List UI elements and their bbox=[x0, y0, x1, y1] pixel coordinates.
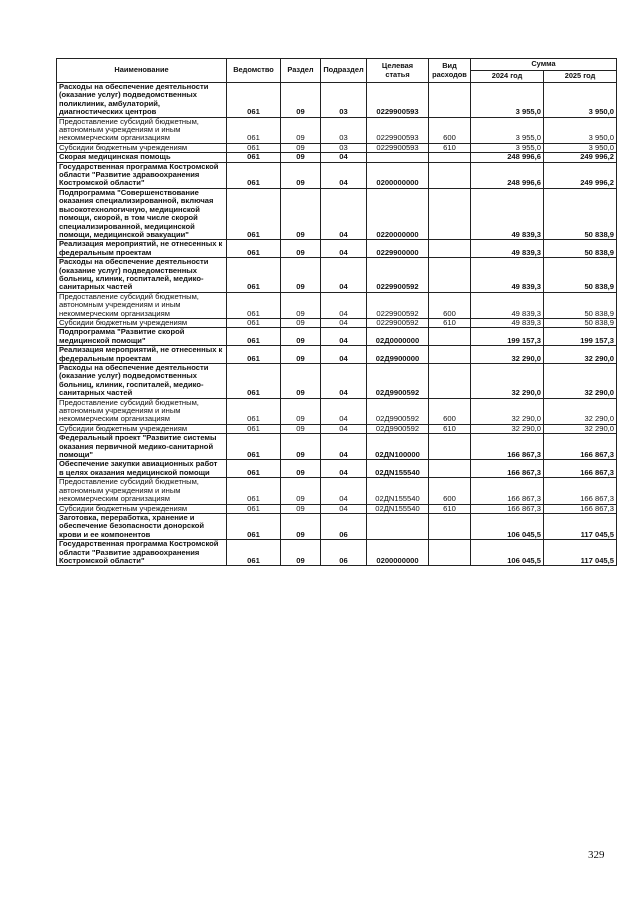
cell-vedomstvo: 061 bbox=[227, 424, 281, 433]
cell-podrazdel: 03 bbox=[321, 143, 367, 152]
header-year-2025: 2025 год bbox=[544, 71, 617, 83]
cell-razdel: 09 bbox=[281, 398, 321, 424]
cell-podrazdel: 04 bbox=[321, 258, 367, 293]
table-row bbox=[57, 424, 617, 433]
cell-sum-2025: 249 996,2 bbox=[544, 153, 617, 162]
cell-razdel: 09 bbox=[281, 117, 321, 143]
cell-name: Государственная программа Костромской области "Развитие здравоохранения Костромской области" bbox=[57, 540, 227, 566]
cell-tselevaya-statya: 02ДN155540 bbox=[367, 504, 429, 513]
cell-razdel: 09 bbox=[281, 424, 321, 433]
cell-razdel: 09 bbox=[281, 364, 321, 399]
cell-razdel: 09 bbox=[281, 478, 321, 504]
cell-tselevaya-statya: 0229900593 bbox=[367, 117, 429, 143]
cell-sum-2024: 49 839,3 bbox=[471, 240, 544, 258]
cell-name: Подпрограмма "Развитие скорой медицинской помощи" bbox=[57, 328, 227, 346]
cell-vid-raskhodov bbox=[429, 540, 471, 566]
cell-podrazdel: 04 bbox=[321, 364, 367, 399]
cell-tselevaya-statya: 0229900593 bbox=[367, 83, 429, 118]
cell-tselevaya-statya: 02Д9900592 bbox=[367, 398, 429, 424]
cell-name: Субсидии бюджетным учреждениям bbox=[57, 318, 227, 327]
cell-name: Предоставление субсидий бюджетным, автономным учреждениям и иным некоммерческим организациям bbox=[57, 117, 227, 143]
cell-sum-2024: 166 867,3 bbox=[471, 434, 544, 460]
cell-razdel: 09 bbox=[281, 434, 321, 460]
cell-vedomstvo: 061 bbox=[227, 83, 281, 118]
table-row bbox=[57, 434, 617, 460]
table-row bbox=[57, 240, 617, 258]
cell-sum-2024: 3 955,0 bbox=[471, 143, 544, 152]
table-row bbox=[57, 162, 617, 188]
cell-tselevaya-statya: 02Д9900592 bbox=[367, 424, 429, 433]
cell-vedomstvo: 061 bbox=[227, 540, 281, 566]
cell-vid-raskhodov: 610 bbox=[429, 318, 471, 327]
cell-razdel: 09 bbox=[281, 83, 321, 118]
cell-vid-raskhodov bbox=[429, 460, 471, 478]
cell-tselevaya-statya bbox=[367, 153, 429, 162]
cell-razdel: 09 bbox=[281, 143, 321, 152]
cell-podrazdel: 03 bbox=[321, 83, 367, 118]
table-row bbox=[57, 258, 617, 293]
cell-name: Государственная программа Костромской области "Развитие здравоохранения Костромской области" bbox=[57, 162, 227, 188]
cell-sum-2025: 3 950,0 bbox=[544, 83, 617, 118]
cell-sum-2025: 32 290,0 bbox=[544, 424, 617, 433]
cell-vid-raskhodov bbox=[429, 434, 471, 460]
cell-tselevaya-statya: 02Д9900592 bbox=[367, 364, 429, 399]
cell-name: Предоставление субсидий бюджетным, автономным учреждениям и иным некоммерческим организациям bbox=[57, 478, 227, 504]
cell-sum-2024: 49 839,3 bbox=[471, 258, 544, 293]
cell-name: Субсидии бюджетным учреждениям bbox=[57, 504, 227, 513]
cell-name: Скорая медицинская помощь bbox=[57, 153, 227, 162]
header-razdel: Раздел bbox=[281, 59, 321, 83]
cell-sum-2025: 50 838,9 bbox=[544, 240, 617, 258]
table-row bbox=[57, 364, 617, 399]
cell-razdel: 09 bbox=[281, 292, 321, 318]
cell-name: Расходы на обеспечение деятельности (оказание услуг) подведомственных больниц, клиник, госпиталей, медико-санитарных частей bbox=[57, 258, 227, 293]
cell-sum-2025: 50 838,9 bbox=[544, 258, 617, 293]
cell-vid-raskhodov: 610 bbox=[429, 504, 471, 513]
cell-vedomstvo: 061 bbox=[227, 258, 281, 293]
cell-sum-2025: 166 867,3 bbox=[544, 504, 617, 513]
cell-podrazdel: 04 bbox=[321, 424, 367, 433]
header-vedomstvo: Ведомство bbox=[227, 59, 281, 83]
cell-tselevaya-statya: 02ДN100000 bbox=[367, 434, 429, 460]
cell-razdel: 09 bbox=[281, 460, 321, 478]
cell-tselevaya-statya: 02ДN155540 bbox=[367, 460, 429, 478]
cell-razdel: 09 bbox=[281, 540, 321, 566]
cell-vid-raskhodov: 610 bbox=[429, 424, 471, 433]
cell-razdel: 09 bbox=[281, 504, 321, 513]
cell-name: Подпрограмма "Совершенствование оказания специализированной, включая высокотехнологичную, медицинской помощи, скорой, в том числе скорой специализированной, медицинской помощи, медицинской эвакуации" bbox=[57, 188, 227, 239]
cell-tselevaya-statya: 02Д0000000 bbox=[367, 328, 429, 346]
cell-vid-raskhodov bbox=[429, 364, 471, 399]
cell-razdel: 09 bbox=[281, 188, 321, 239]
table-row bbox=[57, 318, 617, 327]
cell-podrazdel: 06 bbox=[321, 540, 367, 566]
cell-vid-raskhodov bbox=[429, 258, 471, 293]
table-row bbox=[57, 513, 617, 539]
cell-vedomstvo: 061 bbox=[227, 328, 281, 346]
table-row bbox=[57, 83, 617, 118]
cell-podrazdel: 04 bbox=[321, 328, 367, 346]
cell-tselevaya-statya: 0200000000 bbox=[367, 540, 429, 566]
cell-tselevaya-statya: 0200000000 bbox=[367, 162, 429, 188]
cell-sum-2024: 248 996,6 bbox=[471, 162, 544, 188]
cell-vedomstvo: 061 bbox=[227, 143, 281, 152]
header-tselevaya-statya: Целевая статья bbox=[367, 59, 429, 83]
table-row bbox=[57, 292, 617, 318]
table-body bbox=[57, 83, 617, 566]
cell-vid-raskhodov: 600 bbox=[429, 117, 471, 143]
cell-vid-raskhodov: 610 bbox=[429, 143, 471, 152]
cell-vedomstvo: 061 bbox=[227, 117, 281, 143]
cell-podrazdel: 04 bbox=[321, 292, 367, 318]
cell-vid-raskhodov bbox=[429, 83, 471, 118]
cell-sum-2025: 166 867,3 bbox=[544, 478, 617, 504]
cell-vedomstvo: 061 bbox=[227, 513, 281, 539]
cell-sum-2024: 166 867,3 bbox=[471, 478, 544, 504]
cell-vedomstvo: 061 bbox=[227, 346, 281, 364]
cell-sum-2024: 3 955,0 bbox=[471, 117, 544, 143]
cell-name: Реализация мероприятий, не отнесенных к федеральным проектам bbox=[57, 346, 227, 364]
cell-sum-2024: 166 867,3 bbox=[471, 460, 544, 478]
cell-vedomstvo: 061 bbox=[227, 504, 281, 513]
cell-sum-2025: 249 996,2 bbox=[544, 162, 617, 188]
cell-vid-raskhodov bbox=[429, 513, 471, 539]
cell-vedomstvo: 061 bbox=[227, 240, 281, 258]
table-row bbox=[57, 346, 617, 364]
cell-name: Расходы на обеспечение деятельности (оказание услуг) подведомственных поликлиник, амбулаторий, диагностических центров bbox=[57, 83, 227, 118]
cell-razdel: 09 bbox=[281, 240, 321, 258]
budget-table bbox=[56, 58, 617, 566]
cell-tselevaya-statya: 0229900000 bbox=[367, 240, 429, 258]
table-row bbox=[57, 460, 617, 478]
cell-vid-raskhodov bbox=[429, 346, 471, 364]
cell-sum-2025: 50 838,9 bbox=[544, 188, 617, 239]
cell-sum-2024: 166 867,3 bbox=[471, 504, 544, 513]
cell-vid-raskhodov bbox=[429, 153, 471, 162]
cell-sum-2024: 32 290,0 bbox=[471, 364, 544, 399]
cell-podrazdel: 04 bbox=[321, 504, 367, 513]
cell-sum-2024: 32 290,0 bbox=[471, 424, 544, 433]
cell-sum-2024: 3 955,0 bbox=[471, 83, 544, 118]
table-row bbox=[57, 540, 617, 566]
cell-podrazdel: 03 bbox=[321, 117, 367, 143]
cell-name: Субсидии бюджетным учреждениям bbox=[57, 143, 227, 152]
cell-razdel: 09 bbox=[281, 318, 321, 327]
cell-podrazdel: 04 bbox=[321, 460, 367, 478]
cell-podrazdel: 06 bbox=[321, 513, 367, 539]
table-row bbox=[57, 117, 617, 143]
table-row bbox=[57, 188, 617, 239]
cell-name: Заготовка, переработка, хранение и обеспечение безопасности донорской крови и ее компонентов bbox=[57, 513, 227, 539]
cell-podrazdel: 04 bbox=[321, 346, 367, 364]
cell-vid-raskhodov bbox=[429, 240, 471, 258]
header-podrazdel: Подраздел bbox=[321, 59, 367, 83]
cell-vedomstvo: 061 bbox=[227, 398, 281, 424]
cell-podrazdel: 04 bbox=[321, 398, 367, 424]
cell-podrazdel: 04 bbox=[321, 162, 367, 188]
cell-tselevaya-statya bbox=[367, 513, 429, 539]
cell-podrazdel: 04 bbox=[321, 153, 367, 162]
cell-sum-2025: 32 290,0 bbox=[544, 398, 617, 424]
cell-sum-2024: 248 996,6 bbox=[471, 153, 544, 162]
cell-sum-2025: 3 950,0 bbox=[544, 117, 617, 143]
cell-vedomstvo: 061 bbox=[227, 364, 281, 399]
table-row bbox=[57, 153, 617, 162]
cell-vid-raskhodov bbox=[429, 188, 471, 239]
cell-vid-raskhodov bbox=[429, 328, 471, 346]
cell-podrazdel: 04 bbox=[321, 240, 367, 258]
header-year-2024: 2024 год bbox=[471, 71, 544, 83]
cell-sum-2025: 32 290,0 bbox=[544, 364, 617, 399]
cell-tselevaya-statya: 0220000000 bbox=[367, 188, 429, 239]
cell-tselevaya-statya: 0229900592 bbox=[367, 318, 429, 327]
table-row bbox=[57, 504, 617, 513]
cell-vedomstvo: 061 bbox=[227, 153, 281, 162]
cell-sum-2024: 49 839,3 bbox=[471, 318, 544, 327]
cell-sum-2025: 3 950,0 bbox=[544, 143, 617, 152]
cell-podrazdel: 04 bbox=[321, 318, 367, 327]
cell-sum-2025: 117 045,5 bbox=[544, 540, 617, 566]
cell-vedomstvo: 061 bbox=[227, 460, 281, 478]
cell-razdel: 09 bbox=[281, 153, 321, 162]
cell-vedomstvo: 061 bbox=[227, 188, 281, 239]
cell-razdel: 09 bbox=[281, 328, 321, 346]
cell-razdel: 09 bbox=[281, 258, 321, 293]
cell-sum-2025: 166 867,3 bbox=[544, 460, 617, 478]
cell-sum-2025: 166 867,3 bbox=[544, 434, 617, 460]
cell-sum-2024: 199 157,3 bbox=[471, 328, 544, 346]
cell-name: Расходы на обеспечение деятельности (оказание услуг) подведомственных больниц, клиник, госпиталей, медико-санитарных частей bbox=[57, 364, 227, 399]
header-summa: Сумма bbox=[471, 59, 617, 71]
cell-sum-2025: 50 838,9 bbox=[544, 318, 617, 327]
cell-name: Субсидии бюджетным учреждениям bbox=[57, 424, 227, 433]
cell-razdel: 09 bbox=[281, 513, 321, 539]
cell-vedomstvo: 061 bbox=[227, 292, 281, 318]
table-row bbox=[57, 398, 617, 424]
cell-sum-2025: 32 290,0 bbox=[544, 346, 617, 364]
cell-podrazdel: 04 bbox=[321, 188, 367, 239]
cell-sum-2024: 106 045,5 bbox=[471, 540, 544, 566]
cell-razdel: 09 bbox=[281, 346, 321, 364]
cell-tselevaya-statya: 0229900592 bbox=[367, 292, 429, 318]
cell-sum-2024: 49 839,3 bbox=[471, 188, 544, 239]
cell-vid-raskhodov: 600 bbox=[429, 292, 471, 318]
header-name: Наименование bbox=[57, 59, 227, 83]
cell-sum-2024: 32 290,0 bbox=[471, 346, 544, 364]
cell-podrazdel: 04 bbox=[321, 434, 367, 460]
cell-vedomstvo: 061 bbox=[227, 162, 281, 188]
cell-sum-2024: 106 045,5 bbox=[471, 513, 544, 539]
cell-tselevaya-statya: 0229900593 bbox=[367, 143, 429, 152]
cell-vedomstvo: 061 bbox=[227, 434, 281, 460]
cell-podrazdel: 04 bbox=[321, 478, 367, 504]
cell-sum-2024: 49 839,3 bbox=[471, 292, 544, 318]
table-row bbox=[57, 143, 617, 152]
cell-sum-2025: 199 157,3 bbox=[544, 328, 617, 346]
cell-vedomstvo: 061 bbox=[227, 318, 281, 327]
cell-vid-raskhodov bbox=[429, 162, 471, 188]
header-vid-raskhodov: Вид расходов bbox=[429, 59, 471, 83]
cell-sum-2025: 50 838,9 bbox=[544, 292, 617, 318]
cell-name: Реализация мероприятий, не отнесенных к федеральным проектам bbox=[57, 240, 227, 258]
cell-vid-raskhodov: 600 bbox=[429, 478, 471, 504]
cell-vid-raskhodov: 600 bbox=[429, 398, 471, 424]
table-row bbox=[57, 328, 617, 346]
cell-name: Федеральный проект "Развитие системы оказания первичной медико-санитарной помощи" bbox=[57, 434, 227, 460]
cell-name: Обеспечение закупки авиационных работ в целях оказания медицинской помощи bbox=[57, 460, 227, 478]
cell-sum-2025: 117 045,5 bbox=[544, 513, 617, 539]
page-number: 329 bbox=[588, 849, 605, 861]
cell-tselevaya-statya: 0229900592 bbox=[367, 258, 429, 293]
cell-tselevaya-statya: 02ДN155540 bbox=[367, 478, 429, 504]
cell-tselevaya-statya: 02Д9900000 bbox=[367, 346, 429, 364]
cell-name: Предоставление субсидий бюджетным, автономным учреждениям и иным некоммерческим организациям bbox=[57, 398, 227, 424]
table-row bbox=[57, 478, 617, 504]
cell-sum-2024: 32 290,0 bbox=[471, 398, 544, 424]
cell-razdel: 09 bbox=[281, 162, 321, 188]
cell-name: Предоставление субсидий бюджетным, автономным учреждениям и иным некоммерческим организациям bbox=[57, 292, 227, 318]
cell-vedomstvo: 061 bbox=[227, 478, 281, 504]
